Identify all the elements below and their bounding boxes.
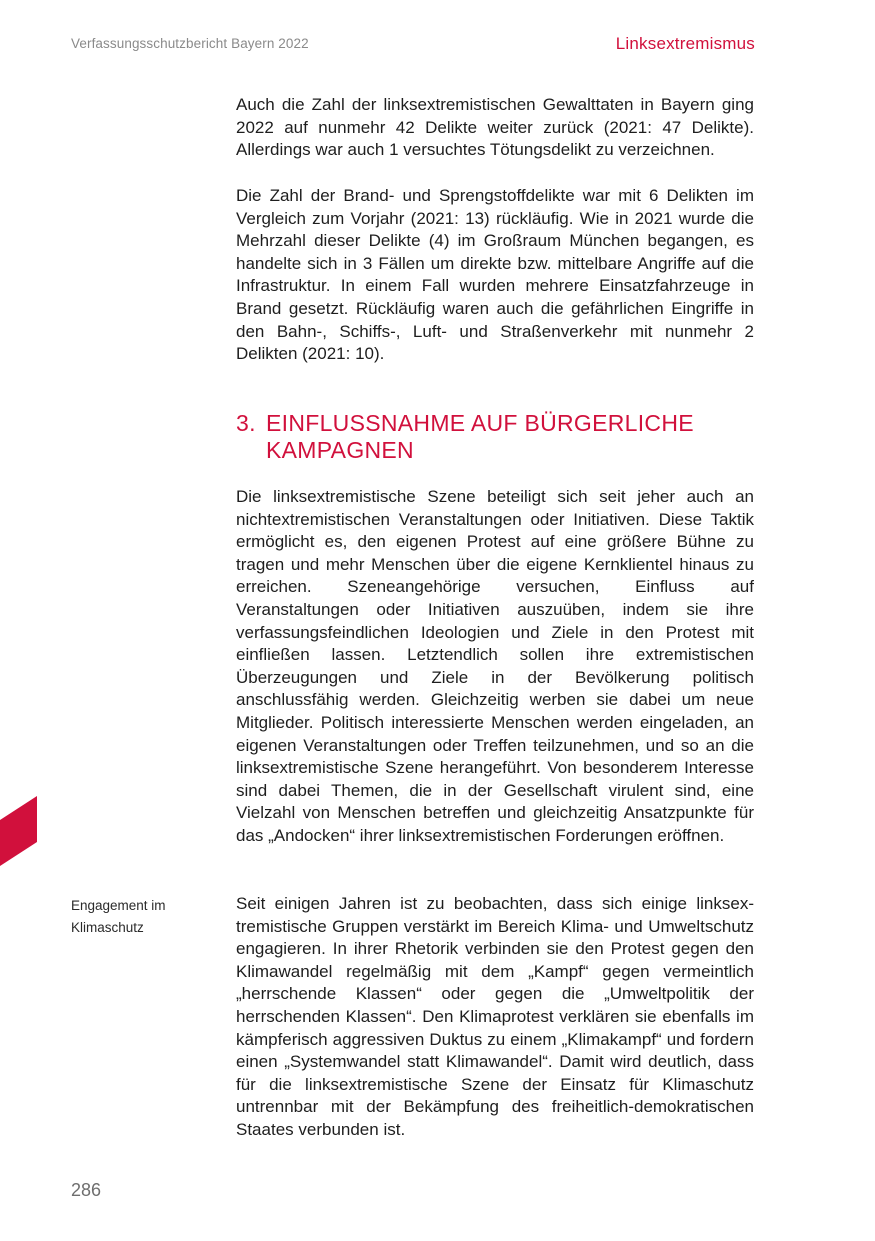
paragraph-climate-engagement: Seit einigen Jahren ist zu beobachten, dass sich einige linksextremistische Gruppen verstärkt im Bereich Klima- und Umweltschutz engagieren. In ihrer Rhetorik verbinden sie den Protest gegen den Klimawandel regelmäßig mit dem „Kampf“ gegen vermeintlich „herrschende Klassen“ oder gegen die „Umweltpolitik der herrschenden Klassen“. Den Klimaprotest verklären sie ebenfalls im kämpferisch aggressiven Duktus zu einem „Klimakampf“ und fordern einen „Systemwandel statt Klimawandel“. Damit wird deutlich, dass für die linksextremistische Szene der Einsatz für Klimaschutz untrennbar mit der Bekämpfung des freiheitlich-demokratischen Staates verbunden ist. [236, 894, 754, 1139]
paragraph-campaign-influence: Die linksextremistische Szene beteiligt sich seit jeher auch an nichtextremistischen Veranstaltungen oder Initiativen. Diese Taktik ermöglicht es, den eigenen Protest auf eine größere Bühne zu tragen und mehr Menschen über die eigene Kernklientel hinaus zu erreichen. Szeneangehörige versuchen, Einfluss auf Veranstaltungen oder Initiativen auszuüben, indem sie ihre verfassungsfeindlichen Ideologien und Ziele in den Protest mit einfließen lassen. Letztendlich sollen ihre extremistischen Überzeugungen und Ziele in der Bevölkerung politisch anschlussfähig werden. Gleichzeitig werben sie dabei um neue Mitglieder. Politisch interessierte Menschen werden eingeladen, an eigenen Veranstaltungen oder Treffen teilzunehmen, und so an die linksextremistische Szene herangeführt. Von besonderem Interesse sind dabei Themen, die in der Gesellschaft virulent sind, eine Vielzahl von Menschen betreffen und gleichzeitig Ansatzpunkte für das „Andocken“ ihrer linksextremistischen Forderungen eröffnen. [236, 487, 754, 845]
margin-note: Engagement im Klimaschutz [71, 898, 166, 935]
page-number: 286 [71, 1180, 102, 1200]
section-heading-number: 3. [236, 410, 256, 436]
section-heading [236, 410, 754, 464]
running-header-publication: Verfassungsschutzbericht Bayern 2022 [71, 36, 309, 51]
paragraph-arson-explosives: Die Zahl der Brand- und Sprengstoffdelikte war mit 6 Delikten im Vergleich zum Vorjahr (2021: 13) rückläufig. Wie in 2021 wurde die Mehrzahl dieser Delikte (4) im Großraum München begangen, es handelte sich in 3 Fällen um direkte bzw. mittelbare Angriffe auf die Infrastruktur. In einem Fall wurden mehrere Einsatzfahrzeuge in Brand gesetzt. Rückläufig waren auch die gefährlichen Eingriffe in den Bahn-, Schiffs-, Luft- und Straßenverkehr mit nunmehr 2 Delikten (2021: 10). [236, 186, 754, 364]
running-header-section: Linksextremismus [615, 34, 755, 53]
section-heading-title: EINFLUSSNAHME AUF BÜRGERLICHE KAMPAGNEN [266, 410, 694, 463]
chapter-edge-marker [0, 796, 37, 866]
paragraph-violent-offences: Auch die Zahl der linksextremistischen Gewalttaten in Bayern ging 2022 auf nunmehr 42 Delikte weiter zurück (2021: 47 Delikte). Allerdings war auch 1 versuchtes Tötungsdelikt zu verzeichnen. [236, 95, 754, 160]
